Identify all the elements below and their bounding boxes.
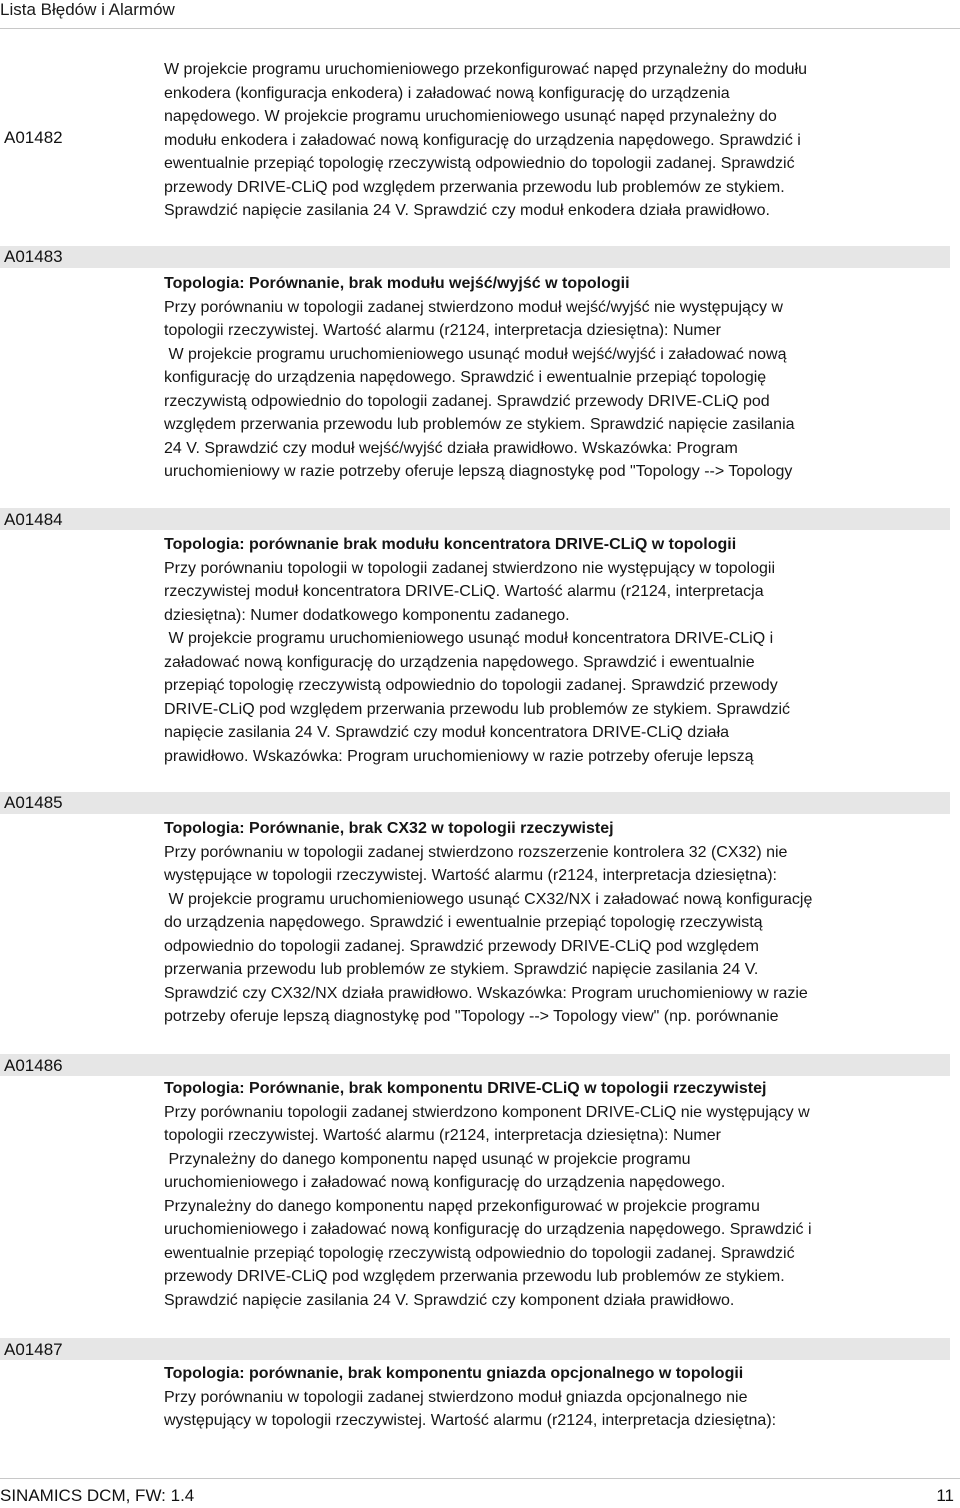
alarm-code-bar [0, 508, 950, 530]
description-line: potrzeby oferuje lepszą diagnostykę pod "Topology --> Topology view" (np. porównanie [164, 1008, 779, 1025]
description-line: W projekcie programu uruchomieniowego usunąć moduł koncentratora DRIVE-CLiQ i [164, 630, 774, 647]
description-line: uruchomieniowy w razie potrzeby oferuje lepszą diagnostykę pod "Topology --> Topology [164, 463, 793, 480]
description-line: Przy porównaniu w topologii zadanej stwierdzono moduł wejść/wyjść nie występujący w [164, 298, 783, 316]
description-line: 24 V. Sprawdzić czy moduł wejść/wyjść działa prawidłowo. Wskazówka: Program [164, 439, 738, 457]
alarm-description [164, 817, 954, 1029]
alarm-description [164, 272, 954, 484]
description-line: rzeczywistej moduł koncentratora DRIVE-CLiQ. Wartość alarmu (r2124, interpretacja [164, 583, 764, 600]
page-footer [0, 1478, 960, 1508]
description-line: topologii rzeczywistej. Wartość alarmu (r2124, interpretacja dziesiętna): Numer [164, 1127, 721, 1144]
alarm-title: Topologia: Porównanie, brak CX32 w topologii rzeczywistej [164, 820, 614, 837]
description-line: Sprawdzić czy CX32/NX działa prawidłowo. Wskazówka: Program uruchomieniowy w razie [164, 984, 808, 1002]
description-line: Przynależny do danego komponentu napęd przekonfigurować w projekcie programu [164, 1197, 760, 1215]
alarm-code-bar [0, 1338, 950, 1360]
description-line: Przy porównaniu w topologii zadanej stwierdzono rozszerzenie kontrolera 32 (CX32) nie [164, 843, 788, 861]
alarm-code-bar [0, 1054, 950, 1076]
alarm-description [164, 1077, 954, 1312]
description-line: ewentualnie przepiąć topologię rzeczywistą odpowiednio do topologii zadanej. Sprawdzić [164, 1244, 795, 1262]
description-line: załadować nową konfigurację do urządzenia napędowego. Sprawdzić i ewentualnie [164, 653, 755, 671]
alarm-code: A01484 [4, 510, 63, 529]
description-line: ewentualnie przepiąć topologię rzeczywistą odpowiednio do topologii zadanej. Sprawdzić [164, 155, 795, 172]
description-line: odpowiednio do topologii zadanej. Sprawdzić przewody DRIVE-CLiQ pod względem [164, 937, 759, 955]
description-line: względem przerwania przewodu lub problemów ze stykiem. Sprawdzić napięcie zasilania [164, 416, 795, 433]
alarm-title: Topologia: Porównanie, brak komponentu DRIVE-CLiQ w topologii rzeczywistej [164, 1080, 767, 1097]
description-line: przewody DRIVE-CLiQ pod względem przerwania przewodu lub problemów ze stykiem. [164, 178, 785, 196]
description-line: W projekcie programu uruchomieniowego usunąć CX32/NX i załadować nową konfigurację [164, 890, 813, 908]
alarm-description [164, 533, 954, 768]
alarm-title: Topologia: Porównanie, brak modułu wejść/wyjść w topologii [164, 275, 630, 292]
description-line: występujące w topologii rzeczywistej. Wartość alarmu (r2124, interpretacja dziesiętna): [164, 867, 777, 884]
alarm-description [164, 1362, 954, 1433]
alarm-code-bar [0, 792, 950, 814]
description-line: DRIVE-CLiQ pod względem przerwania przewodu lub problemów ze stykiem. Sprawdzić [164, 700, 791, 718]
description-line: topologii rzeczywistej. Wartość alarmu (r2124, interpretacja dziesiętna): Numer [164, 322, 721, 339]
description-line: W projekcie programu uruchomieniowego usunąć moduł wejść/wyjść i załadować nową [164, 345, 787, 363]
description-line: enkodera (konfiguracja enkodera) i załadować nową konfigurację do urządzenia [164, 84, 730, 102]
description-line: rzeczywistą odpowiednio do topologii zadanej. Sprawdzić przewody DRIVE-CLiQ pod [164, 392, 770, 410]
description-line: Przynależny do danego komponentu napęd usunąć w projekcie programu [164, 1150, 691, 1168]
alarm-code: A01483 [4, 247, 63, 266]
alarm-code: A01485 [4, 793, 63, 812]
description-line: prawidłowo. Wskazówka: Program uruchomieniowy w razie potrzeby oferuje lepszą [164, 747, 754, 765]
description-line: przerwania przewodu lub problemów ze stykiem. Sprawdzić napięcie zasilania 24 V. [164, 961, 759, 978]
description-line: uruchomieniowego i załadować nową konfigurację do urządzenia napędowego. Sprawdzić i [164, 1221, 812, 1238]
description-line: Przy porównaniu topologii w topologii zadanej stwierdzono nie występujący w topologii [164, 559, 776, 577]
alarm-code: A01486 [4, 1056, 63, 1075]
alarm-title: Topologia: porównanie brak modułu koncentratora DRIVE-CLiQ w topologii [164, 536, 737, 553]
page-header-title: Lista Błędów i Alarmów [0, 0, 175, 19]
footer-page-number: 11 [936, 1486, 954, 1505]
description-line: konfigurację do urządzenia napędowego. Sprawdzić i ewentualnie przepiąć topologię [164, 369, 767, 386]
description-line: W projekcie programu uruchomieniowego przekonfigurować napęd przynależny do modułu [164, 61, 808, 78]
description-line: dziesiętna): Numer dodatkowego komponentu zadanego. [164, 606, 570, 624]
description-line: napięcie zasilania 24 V. Sprawdzić czy moduł koncentratora DRIVE-CLiQ działa [164, 724, 730, 741]
description-line: przepiąć topologię rzeczywistą odpowiednio do topologii zadanej. Sprawdzić przewody [164, 677, 778, 694]
description-line: do urządzenia napędowego. Sprawdzić i ewentualnie przepiąć topologię rzeczywistą [164, 914, 763, 931]
alarm-code: A01482 [4, 128, 63, 147]
alarm-code-bar [0, 246, 950, 268]
alarm-description [164, 58, 954, 223]
description-line: występujący w topologii rzeczywistej. Wartość alarmu (r2124, interpretacja dziesiętna): [164, 1412, 777, 1429]
footer-product: SINAMICS DCM, FW: 1.4 [0, 1486, 195, 1505]
description-line: przewody DRIVE-CLiQ pod względem przerwania przewodu lub problemów ze stykiem. [164, 1268, 785, 1285]
description-line: modułu enkodera i załadować nową konfigurację do urządzenia napędowego. Sprawdzić i [164, 131, 801, 149]
alarm-title: Topologia: porównanie, brak komponentu gniazda opcjonalnego w topologii [164, 1365, 744, 1382]
description-line: uruchomieniowego i załadować nową konfigurację do urządzenia napędowego. [164, 1174, 726, 1191]
description-line: napędowego. W projekcie programu uruchomieniowego usunąć napęd przynależny do [164, 108, 777, 125]
alarm-code: A01487 [4, 1340, 63, 1359]
description-line: Sprawdzić napięcie zasilania 24 V. Sprawdzić czy moduł enkodera działa prawidłowo. [164, 202, 770, 219]
description-line: Przy porównaniu topologii zadanej stwierdzono komponent DRIVE-CLiQ nie występujący w [164, 1103, 810, 1121]
description-line: Sprawdzić napięcie zasilania 24 V. Sprawdzić czy komponent działa prawidłowo. [164, 1291, 735, 1309]
description-line: Przy porównaniu w topologii zadanej stwierdzono moduł gniazda opcjonalnego nie [164, 1388, 748, 1406]
